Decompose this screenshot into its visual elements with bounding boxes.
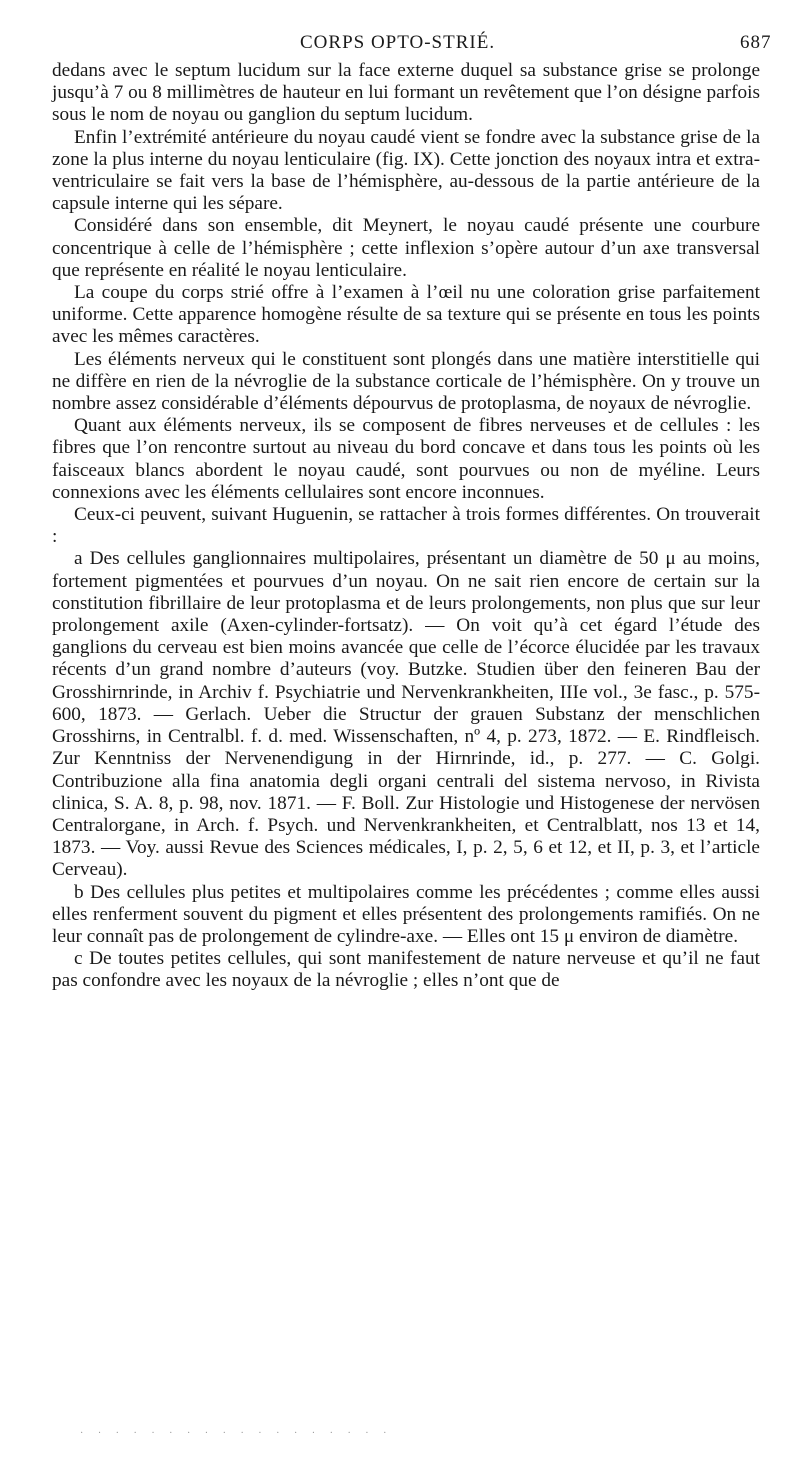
paragraph: a Des cellules ganglionnaires multipolaires, présentant un diamètre de 50 μ au moins, fortement pigmentées et pourvues d’un noyau. On ne sait rien encore de certain sur la constitution fibrillaire de leur protoplasma et de leurs prolongements, non plus que sur leur prolongement axile (Axen-cylinder-fortsatz). — On voit qu’à cet égard l’étude des ganglions du cerveau est bien moins avancée que celle de l’écorce élucidée par les travaux récents d’un grand nombre d’auteurs (voy. Butzke. Studien über den feineren Bau der Grosshirnrinde, in Archiv f. Psychiatrie und Nervenkrankheiten, IIIe vol., 3e fasc., p. 575-600, 1873. — Gerlach. Ueber die Structur der grauen Substanz der menschlichen Grosshirns, in Centralbl. f. d. med. Wissenschaften, nº 4, p. 273, 1872. — E. Rindfleisch. Zur Kenntniss der Nervenendigung in der Hirnrinde, id., p. 277. — C. Golgi. Contribuzione alla fina anatomia degli organi centrali del sistema nervoso, in Rivista clinica, S. A. 8, p. 98, nov. 1871. — F. Boll. Zur Histologie und Histogenese der nervösen Centralorgane, in Arch. f. Psych. und Nervenkrankheiten, et Centralblatt, nos 13 et 14, 1873. — Voy. aussi Revue des Sciences médicales, I, p. 2, 5, 6 et 12, et II, p. 3, et l’article Cerveau). (52, 548, 760, 881)
paragraph: Quant aux éléments nerveux, ils se composent de fibres nerveuses et de cellules : les fibres que l’on rencontre surtout au niveau du bord concave et dans tous les points où les faisceaux blancs abordent le noyau caudé, sont pourvues ou non de myéline. Leurs connexions avec les éléments cellulaires sont encore inconnues. (52, 415, 760, 503)
paragraph: b Des cellules plus petites et multipolaires comme les précédentes ; comme elles aussi elles renferment souvent du pigment et elles présentent des prolongements ramifiés. On ne leur connaît pas de prolongement de cylindre-axe. — Elles ont 15 μ environ de diamètre. (52, 881, 760, 947)
paragraph: c De toutes petites cellules, qui sont manifestement de nature nerveuse et qu’il ne faut pas confondre avec les noyaux de la névroglie ; elles n’ont que de (52, 948, 760, 992)
text-body (52, 60, 760, 993)
paragraph: Considéré dans son ensemble, dit Meynert, le noyau caudé présente une courbure concentrique à celle de l’hémisphère ; cette inflexion s’opère autour d’un axe transversal que représente en réalité le noyau lenticulaire. (52, 215, 760, 281)
paragraph: Les éléments nerveux qui le constituent sont plongés dans une matière interstitielle qui ne diffère en rien de la névroglie de la substance corticale de l’hémisphère. On y trouve un nombre assez considérable d’éléments dépourvus de protoplasma, de noyaux de névroglie. (52, 348, 760, 415)
paragraph: La coupe du corps strié offre à l’examen à l’œil nu une coloration grise parfaitement uniforme. Cette apparence homogène résulte de sa texture qui se présente en tous les points avec les mêmes caractères. (52, 282, 760, 348)
paragraph: Ceux-ci peuvent, suivant Huguenin, se rattacher à trois formes différentes. On trouverait : (52, 504, 760, 548)
paragraph: dedans avec le septum lucidum sur la face externe duquel sa substance grise se prolonge jusqu’à 7 ou 8 millimètres de hauteur en lui formant un revêtement que l’on désigne parfois sous le nom de noyau ou ganglion du septum lucidum. (52, 60, 760, 126)
paragraph: Enfin l’extrémité antérieure du noyau caudé vient se fondre avec la substance grise de la zone la plus interne du noyau lenticulaire (fig. IX). Cette jonction des noyaux intra et extra-ventriculaire se fait vers la base de l’hémisphère, au-dessous de la partie antérieure de la capsule interne qui les sépare. (52, 126, 760, 215)
running-title: CORPS OPTO-STRIÉ. (300, 32, 496, 53)
bleed-through-marks: · · · · · · · · · · · · · · · · · · (80, 1428, 393, 1439)
page-number: 687 (740, 32, 772, 53)
page-header (0, 28, 800, 58)
